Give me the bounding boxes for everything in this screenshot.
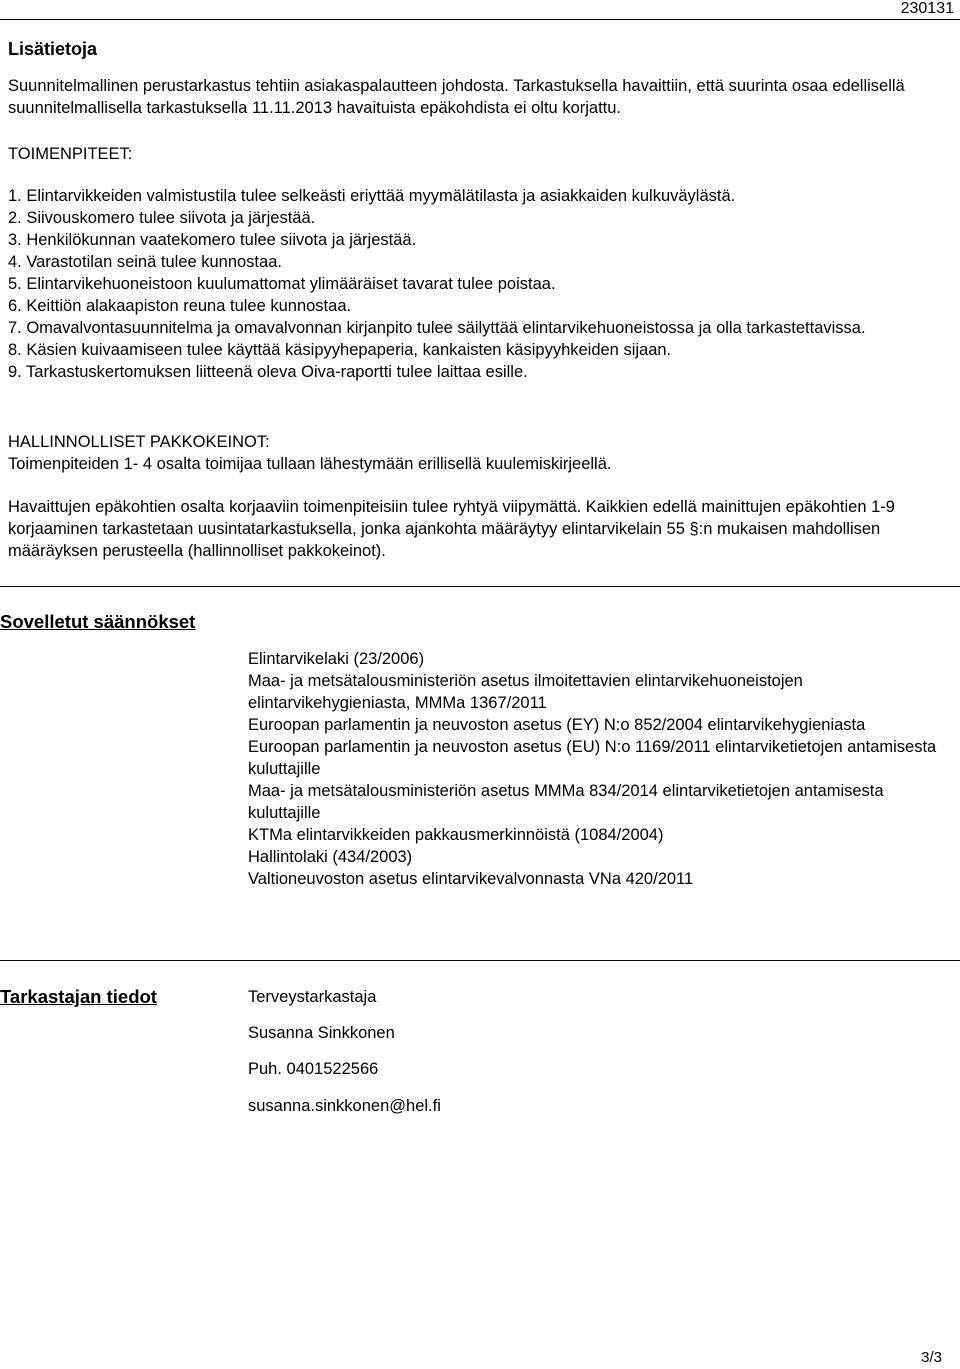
laws-list xyxy=(248,648,948,890)
inspector-name: Susanna Sinkkonen xyxy=(248,1024,395,1042)
list-item: 5. Elintarvikehuoneistoon kuulumattomat ylimääräiset tavarat tulee poistaa. xyxy=(8,275,556,293)
top-divider xyxy=(0,19,960,20)
list-item: 3. Henkilökunnan vaatekomero tulee siivota ja järjestää. xyxy=(8,231,417,249)
hallinnolliset-heading: HALLINNOLLISET PAKKOKEINOT: xyxy=(8,433,270,451)
document-number: 230131 xyxy=(900,0,954,17)
list-item: 7. Omavalvontasuunnitelma ja omavalvonnan kirjanpito tulee säilyttää elintarvikehuoneistossa ja olla tarkastettavissa. xyxy=(8,319,866,337)
law-item: Euroopan parlamentin ja neuvoston asetus (EY) N:o 852/2004 elintarvikehygieniasta xyxy=(248,716,866,734)
law-item: Valtioneuvoston asetus elintarvikevalvonnasta VNa 420/2011 xyxy=(248,870,694,888)
intro-paragraph: Suunnitelmallinen perustarkastus tehtiin asiakaspalautteen johdosta. Tarkastuksella havaittiin, että suurinta osaa edellisellä suunnitelmallisella tarkastuksella 11.11.2013 havaituista epäkohdista ei oltu korjattu. xyxy=(8,77,905,117)
havaittujen-paragraph: Havaittujen epäkohtien osalta korjaaviin toimenpiteisiin tulee ryhtyä viipymättä. Kaikkien edellä mainittujen epäkohtien 1-9 korjaaminen tarkastetaan uusintatarkastuksella, jonka ajankohta määräytyy elintarvikelain 55 §:n mukaisen mahdollisen määräyksen perusteella (hallinnolliset pakkokeinot). xyxy=(8,498,895,560)
list-item: 8. Käsien kuivaamiseen tulee käyttää käsipyyhepaperia, kankaisten käsipyyhkeiden sijaan. xyxy=(8,341,672,359)
list-item: 2. Siivouskomero tulee siivota ja järjestää. xyxy=(8,209,316,227)
law-item: Maa- ja metsätalousministeriön asetus ilmoitettavien elintarvikehuoneistojen elintarvikehygieniasta, MMMa 1367/2011 xyxy=(248,672,803,712)
law-item: KTMa elintarvikkeiden pakkausmerkinnöistä (1084/2004) xyxy=(248,826,664,844)
section-divider xyxy=(0,960,960,961)
section-heading-tarkastaja: Tarkastajan tiedot xyxy=(0,986,157,1007)
list-item: 4. Varastotilan seinä tulee kunnostaa. xyxy=(8,253,282,271)
law-item: Hallintolaki (434/2003) xyxy=(248,848,413,866)
toimenpiteet-list xyxy=(8,185,953,383)
list-item: 9. Tarkastuskertomuksen liitteenä oleva Oiva-raportti tulee laittaa esille. xyxy=(8,363,528,381)
law-item: Maa- ja metsätalousministeriön asetus MMMa 834/2014 elintarviketietojen antamisesta kuluttajille xyxy=(248,782,884,822)
hallinnolliset-text: Toimenpiteiden 1- 4 osalta toimijaa tullaan lähestymään erillisellä kuulemiskirjeellä. xyxy=(8,455,612,473)
inspector-title: Terveystarkastaja xyxy=(248,988,377,1006)
law-item: Euroopan parlamentin ja neuvoston asetus (EU) N:o 1169/2011 elintarviketietojen antamisesta kuluttajille xyxy=(248,738,937,778)
law-item: Elintarvikelaki (23/2006) xyxy=(248,650,425,668)
toimenpiteet-heading: TOIMENPITEET: xyxy=(8,145,133,163)
inspector-email: susanna.sinkkonen@hel.fi xyxy=(248,1097,441,1115)
section-heading-lisatietoja: Lisätietoja xyxy=(8,39,98,59)
section-heading-sovelletut: Sovelletut säännökset xyxy=(0,611,196,632)
list-item: 6. Keittiön alakaapiston reuna tulee kunnostaa. xyxy=(8,297,352,315)
page-number: 3/3 xyxy=(921,1349,942,1366)
inspector-phone: Puh. 0401522566 xyxy=(248,1060,379,1078)
section-divider xyxy=(0,586,960,587)
list-item: 1. Elintarvikkeiden valmistustila tulee selkeästi eriyttää myymälätilasta ja asiakkaiden kulkuväylästä. xyxy=(8,187,736,205)
